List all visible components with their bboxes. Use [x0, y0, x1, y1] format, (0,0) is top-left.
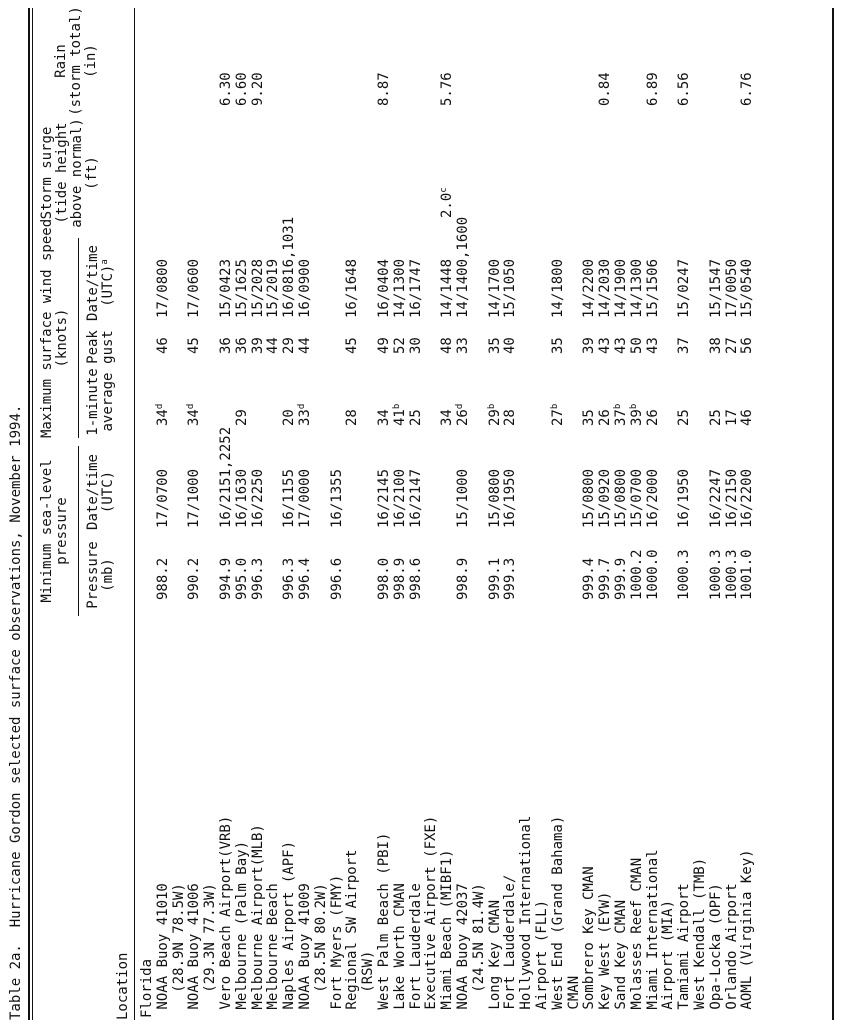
wind-date-cell: 14/1400,1600 [455, 216, 471, 318]
header-storm-surge: Storm surge (tide height above normal) (ft) [39, 118, 100, 228]
pressure-date-cell: 16/2250 [249, 468, 266, 528]
wind-avg-cell: 34$^d$ [154, 403, 171, 426]
location-cell: Sombrero Key CMAN [581, 866, 598, 1018]
location-cell: CMAN [565, 975, 582, 1018]
header-gust: Peak gust [85, 330, 116, 364]
footnote-marker: b [391, 403, 402, 410]
location-cell: Melbourne (Palm Bay) [233, 840, 250, 1018]
pressure-cell: 999.1 [486, 557, 503, 600]
gust-cell: 39 [249, 337, 266, 354]
pressure-date-cell: 16/2147 [407, 468, 424, 528]
gust-cell: 40 [502, 337, 519, 354]
pressure-cell: 1000.3 [707, 549, 724, 600]
pressure-date-cell: 15/0800 [581, 468, 598, 528]
location-cell: Hollywood International [518, 815, 535, 1018]
pressure-date-cell: 17/0000 [297, 468, 313, 528]
wind-date-cell: 15/0423 [218, 258, 234, 318]
wind-avg-cell: 33$^d$ [297, 403, 313, 426]
rain-cell: 6.56 [676, 72, 693, 106]
wind-avg-cell: 25 [707, 409, 724, 426]
wind-avg-cell: 46 [739, 409, 756, 426]
pressure-cell: 998.6 [407, 557, 424, 600]
footnote-marker: c [439, 187, 450, 193]
wind-date-cell: 14/1448 [439, 258, 456, 318]
wind-date-cell: 14/1700 [486, 258, 503, 318]
pressure-date-cell: 16/2145 [376, 468, 392, 528]
location-cell: (24.5N 81.4W) [470, 883, 487, 1018]
wind-date-cell: 16/1648 [344, 258, 361, 318]
gust-cell: 30 [407, 337, 424, 354]
footnote-marker: b [486, 403, 497, 410]
wind-avg-cell: 37$^b$ [613, 403, 629, 426]
pressure-cell: 990.2 [186, 557, 203, 600]
pressure-date-cell: 16/2151,2252 [218, 426, 234, 528]
pressure-date-cell: 16/2200 [739, 468, 756, 528]
pressure-group-rule [78, 446, 79, 616]
pressure-cell: 996.4 [297, 557, 313, 600]
pressure-cell: 999.7 [597, 557, 614, 600]
wind-avg-cell: 26$^d$ [455, 403, 471, 426]
footnote-marker: d [154, 403, 165, 410]
location-cell: Vero Beach Airport(VRB) [218, 815, 234, 1018]
location-cell: NOAA Buoy 42037 [455, 883, 471, 1018]
wind-date-cell: 14/1900 [613, 258, 629, 318]
wind-date-cell: 16/0816,1031 [281, 216, 298, 318]
pressure-cell: 999.4 [581, 557, 598, 600]
wind-date-cell: 14/2030 [597, 258, 614, 318]
location-cell: AOML (Virginia Key) [739, 849, 756, 1018]
location-cell: Naples Airport (APF) [281, 840, 298, 1018]
wind-avg-cell: 39$^b$ [628, 403, 645, 426]
gust-cell: 36 [218, 337, 234, 354]
wind-avg-cell: 34$^d$ [186, 403, 203, 426]
header-wind-date: Date/time (UTC)$^a$ [85, 245, 116, 321]
location-cell: Airport (MIA) [660, 899, 677, 1018]
pressure-date-cell: 15/0800 [613, 468, 629, 528]
header-wind-group: Maximum surface wind speed (knots) [39, 218, 70, 438]
location-cell: West Palm Beach (PBI) [376, 832, 392, 1018]
header-rain: Rain (storm total) (in) [53, 6, 99, 116]
wind-date-cell: 15/1050 [502, 258, 519, 318]
wind-avg-cell: 25 [407, 409, 424, 426]
gust-cell: 45 [344, 337, 361, 354]
wind-avg-cell: 27$^b$ [549, 403, 566, 426]
bottom-rule [832, 8, 834, 1020]
location-cell: Lake Worth CMAN [391, 883, 408, 1018]
pressure-date-cell: 16/1630 [233, 468, 250, 528]
pressure-date-cell: 16/1355 [328, 468, 345, 528]
location-cell: Tamiami Airport [676, 883, 693, 1018]
location-cell: Fort Lauderdale/ [502, 874, 519, 1018]
location-cell: Fort Lauderdale [407, 883, 424, 1018]
pressure-date-cell: 17/0700 [154, 468, 171, 528]
rain-cell: 6.30 [218, 72, 234, 106]
pressure-cell: 996.6 [328, 557, 345, 600]
header-pressure-date: Date/time (UTC) [85, 454, 116, 530]
rain-cell: 8.87 [376, 72, 392, 106]
location-cell: Florida [139, 958, 155, 1018]
location-cell: NOAA Buoy 41009 [297, 883, 313, 1018]
wind-date-cell: 15/1547 [707, 258, 724, 318]
gust-cell: 44 [265, 337, 282, 354]
surge-cell: 2.0$^c$ [439, 187, 456, 218]
location-cell: Regional SW Airport [344, 849, 361, 1018]
wind-date-cell: 15/1625 [233, 258, 250, 318]
pressure-date-cell: 16/1950 [676, 468, 693, 528]
footnote-marker: b [628, 403, 639, 410]
pressure-date-cell: 15/0920 [597, 468, 614, 528]
location-cell: Fort Myers (FMY) [328, 874, 345, 1018]
gust-cell: 43 [613, 337, 629, 354]
location-cell: Orlando Airport [723, 883, 740, 1018]
location-cell: Melbourne Beach [265, 883, 282, 1018]
pressure-date-cell: 17/1000 [186, 468, 203, 528]
footnote-marker: d [297, 403, 307, 410]
pressure-cell: 996.3 [281, 557, 298, 600]
gust-cell: 35 [549, 337, 566, 354]
gust-cell: 39 [581, 337, 598, 354]
location-cell: (RSW) [360, 950, 377, 1018]
wind-avg-cell: 29 [233, 409, 250, 426]
footnote-marker: b [613, 403, 623, 410]
gust-cell: 37 [676, 337, 693, 354]
wind-date-cell: 17/0050 [723, 258, 740, 318]
location-cell: (28.5N 80.2W) [312, 883, 329, 1018]
pressure-date-cell: 16/2100 [391, 468, 408, 528]
gust-cell: 56 [739, 337, 756, 354]
wind-avg-cell: 28 [344, 409, 361, 426]
gust-cell: 45 [186, 337, 203, 354]
pressure-cell: 996.3 [249, 557, 266, 600]
wind-avg-cell: 41$^b$ [391, 403, 408, 426]
wind-date-cell: 14/1800 [549, 258, 566, 318]
pressure-date-cell: 16/2150 [723, 468, 740, 528]
gust-cell: 43 [644, 337, 661, 354]
pressure-cell: 1000.0 [644, 549, 661, 600]
wind-avg-cell: 28 [502, 409, 519, 426]
header-location: Location [115, 952, 131, 1020]
location-cell: Long Key CMAN [486, 899, 503, 1018]
wind-group-rule [78, 238, 79, 438]
wind-avg-cell: 25 [676, 409, 693, 426]
pressure-date-cell: 16/1155 [281, 468, 298, 528]
location-cell: Melbourne Airport(MLB) [249, 824, 266, 1018]
location-cell: Executive Airport (FXE) [423, 815, 440, 1018]
location-cell: Opa-Locka (OPF) [707, 883, 724, 1018]
location-cell: Airport (FLL) [534, 899, 550, 1018]
pressure-cell: 998.0 [376, 557, 392, 600]
wind-date-cell: 14/2200 [581, 258, 598, 318]
pressure-cell: 994.9 [218, 557, 234, 600]
pressure-date-cell: 15/0700 [628, 468, 645, 528]
header-pressure-group: Minimum sea-level pressure [39, 459, 70, 603]
pressure-date-cell: 16/1950 [502, 468, 519, 528]
gust-cell: 50 [628, 337, 645, 354]
gust-cell: 48 [439, 337, 456, 354]
pressure-cell: 999.9 [613, 557, 629, 600]
wind-date-cell: 15/2019 [265, 258, 282, 318]
pressure-date-cell: 15/0800 [486, 468, 503, 528]
footnote-marker: b [549, 403, 560, 410]
pressure-cell: 995.0 [233, 557, 250, 600]
gust-cell: 27 [723, 337, 740, 354]
wind-date-cell: 14/1300 [391, 258, 408, 318]
gust-cell: 44 [297, 337, 313, 354]
location-cell: West Kendall (TMB) [692, 857, 708, 1018]
rain-cell: 0.84 [597, 72, 614, 106]
wind-date-cell: 16/0404 [376, 258, 392, 318]
header-pressure: Pressure (mb) [85, 541, 116, 609]
header-wind-avg: 1-minute average [85, 368, 116, 436]
location-cell: Miami Beach (MIBF1) [439, 849, 456, 1018]
location-cell: Key West (EYW) [597, 891, 614, 1018]
pressure-date-cell: 16/2000 [644, 468, 661, 528]
pressure-cell: 999.3 [502, 557, 519, 600]
pressure-cell: 1000.3 [676, 549, 693, 600]
header-rule [134, 8, 135, 1020]
pressure-cell: 988.2 [154, 557, 171, 600]
wind-avg-cell: 20 [281, 409, 298, 426]
location-cell: (29.3N 77.3W) [202, 883, 219, 1018]
location-cell: NOAA Buoy 41010 [154, 883, 171, 1018]
pressure-date-cell: 16/2247 [707, 468, 724, 528]
footnote-marker: d [186, 403, 197, 410]
wind-avg-cell: 29$^b$ [486, 403, 503, 426]
location-cell: (28.9N 78.5W) [170, 883, 187, 1018]
pressure-cell: 1000.3 [723, 549, 740, 600]
wind-avg-cell: 17 [723, 409, 740, 426]
wind-avg-cell: 26 [644, 409, 661, 426]
location-cell: Miami International [644, 849, 661, 1018]
gust-cell: 38 [707, 337, 724, 354]
rain-cell: 5.76 [439, 72, 456, 106]
pressure-cell: 1000.2 [628, 549, 645, 600]
gust-cell: 33 [455, 337, 471, 354]
rain-cell: 6.89 [644, 72, 661, 106]
gust-cell: 35 [486, 337, 503, 354]
pressure-cell: 1001.0 [739, 549, 756, 600]
wind-avg-cell: 35 [581, 409, 598, 426]
wind-avg-cell: 34 [376, 409, 392, 426]
location-cell: NOAA Buoy 41006 [186, 883, 203, 1018]
wind-date-cell: 15/1506 [644, 258, 661, 318]
rain-cell: 9.20 [249, 72, 266, 106]
location-cell: Molasses Reef CMAN [628, 857, 645, 1018]
wind-date-cell: 16/0900 [297, 258, 313, 318]
wind-date-cell: 14/1300 [628, 258, 645, 318]
rain-cell: 6.76 [739, 72, 756, 106]
wind-date-cell: 15/2028 [249, 258, 266, 318]
pressure-cell: 998.9 [455, 557, 471, 600]
gust-cell: 46 [154, 337, 171, 354]
table-title: Table 2a. Hurricane Gordon selected surface observations, November 1994. [8, 404, 24, 1020]
gust-cell: 36 [233, 337, 250, 354]
gust-cell: 49 [376, 337, 392, 354]
gust-cell: 43 [597, 337, 614, 354]
gust-cell: 29 [281, 337, 298, 354]
gust-cell: 52 [391, 337, 408, 354]
top-rule-thin [32, 8, 33, 1020]
location-cell: Sand Key CMAN [613, 899, 629, 1018]
top-rule [28, 8, 30, 1020]
pressure-date-cell: 15/1000 [455, 468, 471, 528]
wind-avg-cell: 26 [597, 409, 614, 426]
pressure-cell: 998.9 [391, 557, 408, 600]
wind-date-cell: 16/1747 [407, 258, 424, 318]
wind-date-cell: 15/0540 [739, 258, 756, 318]
rain-cell: 6.60 [233, 72, 250, 106]
footnote-marker: d [455, 403, 465, 410]
wind-avg-cell: 34 [439, 409, 456, 426]
wind-date-cell: 17/0600 [186, 258, 203, 318]
wind-date-cell: 17/0800 [154, 258, 171, 318]
wind-date-cell: 15/0247 [676, 258, 693, 318]
location-cell: West End (Grand Bahama) [549, 815, 566, 1018]
